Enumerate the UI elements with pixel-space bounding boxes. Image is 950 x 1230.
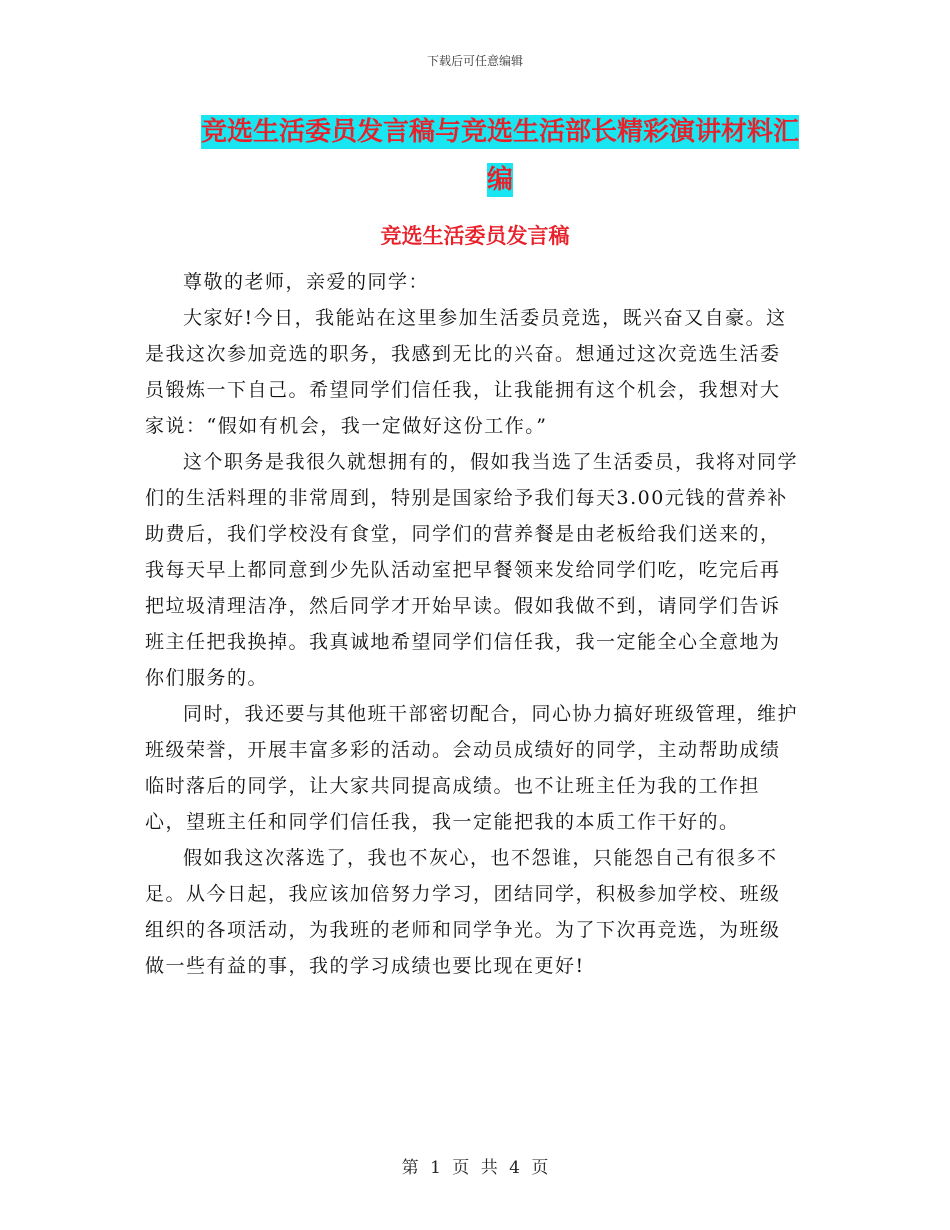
body-text (145, 264, 800, 984)
document-title (190, 108, 810, 204)
paragraph: 假如我这次落选了，我也不灰心，也不怨谁，只能怨自己有很多不足。从今日起，我应该加倍努力学习，团结同学，积极参加学校、班级组织的各项活动，为我班的老师和同学争光。为了下次再竞选，为班级做一些有益的事，我的学习成绩也要比现在更好! (145, 847, 781, 977)
paragraph: 同时，我还要与其他班干部密切配合，同心协力搞好班级管理，维护班级荣誉，开展丰富多彩的活动。会动员成绩好的同学，主动帮助成绩临时落后的同学，让大家共同提高成绩。也不让班主任为我的工作担心，望班主任和同学们信任我，我一定能把我的本质工作干好的。 (145, 703, 799, 833)
document-title-text: 竞选生活委员发言稿与竞选生活部长精彩演讲材料汇编 (200, 117, 799, 195)
section-title: 竞选生活委员发言稿 (380, 224, 570, 248)
page-footer: 第 1 页 共 4 页 (401, 1158, 549, 1178)
paragraph: 这个职务是我很久就想拥有的，假如我当选了生活委员，我将对同学们的生活料理的非常周到，特别是国家给予我们每天3.00元钱的营养补助费后，我们学校没有食堂，同学们的营养餐是由老板给我们送来的，我每天早上都同意到少先队活动室把早餐领来发给同学们吃，吃完后再把垃圾清理洁净，然后同学才开始早读。假如我做不到，请同学们告诉班主任把我换掉。我真诚地希望同学们信任我，我一定能全心全意地为你们服务的。 (145, 451, 799, 689)
paragraph: 大家好!今日，我能站在这里参加生活委员竞选，既兴奋又自豪。这是我这次参加竞选的职务，我感到无比的兴奋。想通过这次竞选生活委员锻炼一下自己。希望同学们信任我，让我能拥有这个机会，我想对大家说：“假如有机会，我一定做好这份工作。” (145, 307, 787, 437)
header-note: 下载后可任意编辑 (426, 54, 523, 68)
paragraph-salutation: 尊敬的老师，亲爱的同学： (183, 271, 430, 293)
